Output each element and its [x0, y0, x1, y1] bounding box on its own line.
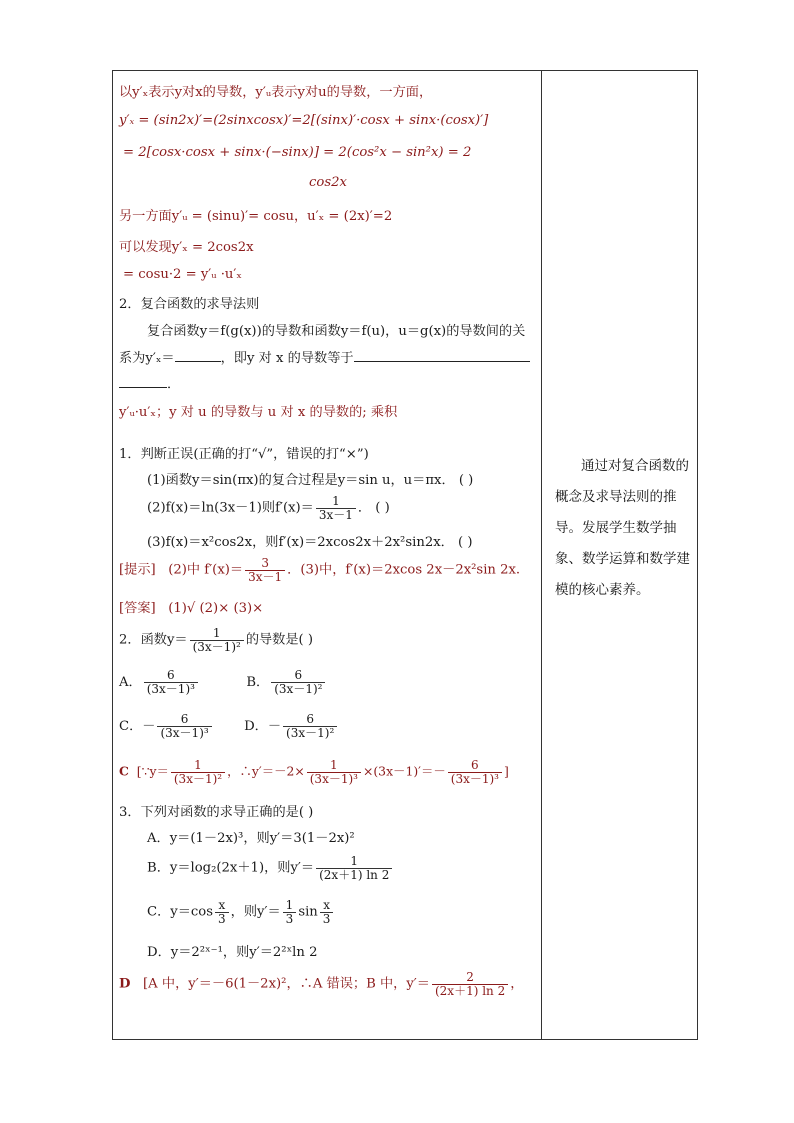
lesson-table [112, 70, 698, 1040]
q3-c-f2-denominator: 3 [283, 912, 297, 926]
section-2-answer: y′ᵤ·u′ₓ；y 对 u 的导数与 u 对 x 的导数的; 乘积 [119, 405, 398, 420]
q2-text: 2．函数y＝ [119, 632, 188, 648]
q1-item2-numerator: 1 [332, 494, 340, 508]
option-d-denominator: (3x－1)² [283, 726, 337, 740]
q2-sol-f1-numerator: 1 [194, 758, 202, 772]
blank-3 [119, 375, 167, 388]
q3-c-f1-numerator: x [218, 898, 226, 912]
answer-label: [答案] [119, 601, 156, 616]
option-c-denominator: (3x－1)³ [157, 726, 211, 740]
option-b-label: B． [246, 674, 270, 690]
q3-b-numerator: 1 [350, 854, 359, 868]
option-d[interactable] [244, 712, 339, 740]
option-c-label: C．－ [119, 718, 156, 734]
question-3-option-b[interactable] [147, 855, 394, 881]
option-d-label: D．－ [244, 718, 282, 734]
section-2-line-2 [119, 347, 530, 366]
q2-tail: 的导数是( ) [245, 632, 314, 648]
blank-2 [354, 349, 530, 362]
option-a-fraction [144, 669, 198, 695]
q2-sol-fraction-2 [307, 759, 361, 785]
derivation-line-4: 另一方面y′ᵤ = (sinu)′= cosu，u′ₓ = (2x)′=2 [119, 209, 393, 224]
question-1-item-1: (1)函数y＝sin(πx)的复合过程是y＝sin u，u＝πx． ( ) [147, 473, 474, 488]
question-1-hint [119, 557, 520, 583]
q2-sol-f3-numerator: 6 [471, 758, 479, 772]
question-3-option-a[interactable]: A．y＝(1－2x)³，则y′＝3(1－2x)² [147, 831, 355, 846]
option-a-denominator: (3x－1)³ [144, 682, 198, 696]
q2-denominator: (3x－1)² [190, 640, 244, 654]
q2-solution-mid-2: ×(3x－1)′＝－ [362, 763, 446, 779]
option-b-denominator: (3x－1)² [271, 682, 325, 696]
design-intent-column [555, 451, 691, 606]
intro-text: 以y′ₓ表示y对x的导数，y′ᵤ表示y对u的导数，一方面， [119, 85, 433, 100]
q3-c-mid: ，则y′＝ [230, 904, 281, 920]
q3-sol-numerator: 2 [466, 970, 474, 984]
q3-c-f1-denominator: 3 [215, 912, 229, 926]
question-3-option-d[interactable]: D．y＝2²ˣ⁻¹，则y′＝2²ˣln 2 [147, 945, 318, 960]
q3-b-denominator: (2x＋1) ln 2 [316, 868, 392, 882]
option-d-numerator: 6 [306, 712, 314, 726]
q2-fraction [190, 627, 244, 653]
q2-sol-f3-denominator: (3x－1)³ [448, 772, 502, 786]
q2-sol-f2-denominator: (3x－1)³ [307, 772, 361, 786]
section-2-title: 2．复合函数的求导法则 [119, 297, 260, 312]
q3-solution-letter: D [119, 976, 131, 992]
q3-b-text: B．y＝log₂(2x＋1)，则y′＝ [147, 860, 315, 876]
hint-numerator: 3 [261, 556, 269, 570]
derivation-line-2: = 2[cosx·cosx + sinx·(−sinx)] = 2(cos²x − sin²x) = 2 [123, 145, 472, 160]
q3-c-sin: sin [298, 904, 318, 920]
derivation-line-6: = cosu·2 = y′ᵤ ·u′ₓ [123, 267, 243, 282]
answer-text: (1)√ (2)× (3)× [168, 601, 264, 616]
section-2-period: ． [167, 377, 181, 392]
q3-solution-text: [A 中，y′＝－6(1－2x)²，∴A 错误；B 中，y′＝ [143, 976, 430, 992]
q3-c-fraction-2 [283, 899, 297, 925]
q3-c-fraction-3 [320, 899, 334, 925]
option-c-fraction [157, 713, 211, 739]
option-d-fraction [283, 713, 337, 739]
q3-sol-fraction [432, 971, 508, 997]
hint-tail: ．(3)中，f′(x)＝2xcos 2x－2x²sin 2x. [287, 562, 521, 578]
section-2-line-1: 复合函数y＝f(g(x))的导数和函数y＝f(u)，u＝g(x)的导数间的关 [147, 324, 526, 339]
question-2-options-cd [119, 713, 339, 739]
hint-fraction [245, 557, 285, 583]
q3-c-fraction-1 [215, 899, 229, 925]
q3-c-f2-numerator: 1 [285, 898, 294, 912]
q2-sol-f1-denominator: (3x－1)² [171, 772, 225, 786]
question-1-item-3: (3)f(x)＝x²cos2x，则f′(x)＝2xcos2x＋2x²sin2x． ( ) [147, 535, 473, 550]
q3-sol-denominator: (2x＋1) ln 2 [432, 984, 508, 998]
q2-numerator: 1 [212, 626, 221, 640]
q2-solution-letter: C [119, 763, 129, 779]
content-column [119, 71, 537, 1039]
hint-label: [提示] [119, 562, 156, 578]
option-c-numerator: 6 [180, 712, 189, 726]
hint-denominator: 3x－1 [245, 570, 285, 584]
option-c[interactable] [119, 712, 214, 740]
q3-b-fraction [316, 855, 392, 881]
section-2-line-2b: ，即y 对 x 的导数等于 [220, 351, 354, 366]
question-3-title: 3．下列对函数的求导正确的是( ) [119, 805, 314, 820]
q3-solution-tail: ， [510, 976, 524, 992]
question-1-title: 1．判断正误(正确的打“√”，错误的打“×”) [119, 447, 369, 462]
derivation-line-1: y′ₓ = (sin2x)′=(2sinxcosx)′=2[(sinx)′·cosx + sinx·(cosx)′] [119, 113, 489, 128]
q2-solution-tail: ] [503, 763, 509, 779]
option-a[interactable] [119, 668, 200, 696]
hint-text: (2)中 f′(x)＝ [168, 562, 244, 578]
q3-c-text: C．y＝cos [147, 904, 214, 920]
q2-solution-mid-1: ，∴y′＝－2× [227, 763, 305, 779]
design-intent-text: 通过对复合函数的概念及求导法则的推导。发展学生数学抽象、数学运算和数学建模的核心素养。 [555, 458, 690, 598]
blank-1 [175, 349, 221, 362]
derivation-line-5: 可以发现y′ₓ = 2cos2x [119, 240, 254, 255]
question-2-options-ab [119, 669, 327, 695]
option-a-label: A． [119, 674, 142, 690]
question-2-solution [119, 759, 509, 785]
option-a-numerator: 6 [167, 668, 175, 682]
question-3-solution [119, 971, 523, 997]
section-2-line-3 [119, 373, 180, 392]
q2-sol-fraction-3 [448, 759, 502, 785]
q1-item2-denominator: 3x－1 [316, 508, 356, 522]
question-3-option-c[interactable] [147, 899, 335, 925]
derivation-line-3: cos2x [309, 175, 347, 190]
q2-sol-f2-numerator: 1 [330, 758, 338, 772]
question-1-item-2 [147, 495, 390, 521]
question-1-answer [119, 597, 263, 616]
option-b-numerator: 6 [294, 668, 303, 682]
q2-sol-fraction-1 [171, 759, 225, 785]
q1-item2-tail: ． ( ) [357, 500, 390, 516]
question-2-stem [119, 627, 313, 653]
q1-item2-fraction [316, 495, 356, 521]
option-b[interactable] [246, 668, 327, 696]
q3-c-f3-denominator: 3 [320, 912, 334, 926]
q2-solution-text: [∵y＝ [136, 763, 169, 779]
section-2-line-2a: 系为y′ₓ＝ [119, 351, 175, 366]
q1-item2-text: (2)f(x)＝ln(3x－1)则f′(x)＝ [147, 500, 314, 516]
option-b-fraction [271, 669, 325, 695]
q3-c-f3-numerator: x [323, 898, 330, 912]
column-divider [541, 71, 542, 1039]
